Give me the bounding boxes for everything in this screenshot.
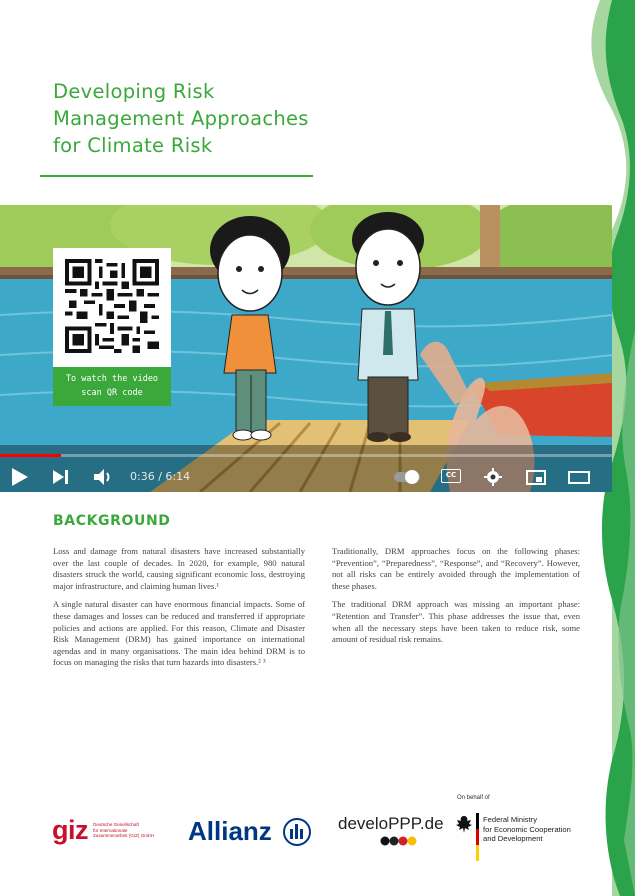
next-icon[interactable]: [53, 470, 69, 484]
title-divider: [40, 175, 313, 177]
title-line: for Climate Risk: [53, 134, 213, 157]
ministry-text-line: for Economic Cooperation: [483, 824, 571, 834]
title-line: Management Approaches: [53, 107, 309, 130]
giz-text-line: Deutsche Gesellschaft: [93, 822, 139, 827]
progress-bar-fill: [0, 454, 61, 457]
title-line: Developing Risk: [53, 80, 215, 103]
federal-eagle-icon: [455, 815, 473, 835]
cc-button[interactable]: [441, 469, 461, 483]
text-column-right: [332, 546, 580, 653]
ministry-text-line: and Development: [483, 834, 543, 843]
allianz-eagle-icon: [283, 818, 311, 846]
qr-caption-line: scan QR code: [81, 388, 143, 398]
giz-logo: giz: [52, 815, 88, 845]
paragraph: The traditional DRM approach was missing an important phase: “Retention and Transfer”. This phase addresses the issue that, even when all the necessary steps have been taken to reduce risk, some amount of residual risk remains.: [332, 599, 580, 645]
giz-text-line: für Internationale: [93, 827, 128, 833]
text-column-left: [53, 546, 305, 676]
theater-icon[interactable]: [568, 471, 590, 484]
miniplayer-icon[interactable]: [526, 470, 546, 485]
section-heading: BACKGROUND: [53, 513, 171, 529]
qr-caption-line: To watch the video: [65, 374, 159, 384]
qr-code-image: [65, 259, 159, 353]
gear-icon[interactable]: [484, 468, 502, 486]
ministry-logo-text: [483, 815, 571, 844]
cc-label: CC: [445, 471, 457, 479]
german-flag-stripe: [476, 813, 479, 861]
play-icon[interactable]: [12, 468, 28, 486]
video-timecode: 0:36 / 6:14: [130, 470, 191, 483]
giz-logo-text: [93, 822, 154, 839]
paragraph: Traditionally, DRM approaches focus on the following phases: “Prevention”, “Preparedness”, “Response”, and “Recovery”. However, not all risks can be entirely avoided through the implementation of these phases.: [332, 546, 580, 591]
paragraph: A single natural disaster can have enormous financial impacts. Some of these damages and losses can be reduced and transferred if appropriate policies and actions are applied. For this reason, Climate and Disaster Risk Management (DRM) has gained importance on international agendas and in many organisations. The main idea behind DRM is to focus on managing the risks that turn hazards into disasters.² ³: [53, 599, 305, 668]
paragraph: Loss and damage from natural disasters have increased substantially over the last couple of decades. In 2020, for example, 980 natural disasters struck the world, causing significant economic loss, destroying major infrastructure, and claiming human lives.¹: [53, 546, 305, 591]
ministry-text-line: Federal Ministry: [483, 815, 538, 824]
on-behalf-label: On behalf of: [457, 795, 490, 801]
developpp-dots-icon: [380, 836, 418, 846]
autoplay-toggle-icon[interactable]: [394, 470, 420, 484]
page-title: [53, 78, 333, 159]
allianz-logo: Allianz: [188, 816, 272, 846]
qr-caption: [53, 367, 171, 406]
volume-icon[interactable]: [94, 468, 114, 486]
developpp-logo: develoPPP.de: [338, 814, 444, 833]
giz-text-line: Zusammenarbeit (GIZ) GmbH: [93, 833, 155, 838]
progress-bar-track[interactable]: [0, 454, 612, 457]
